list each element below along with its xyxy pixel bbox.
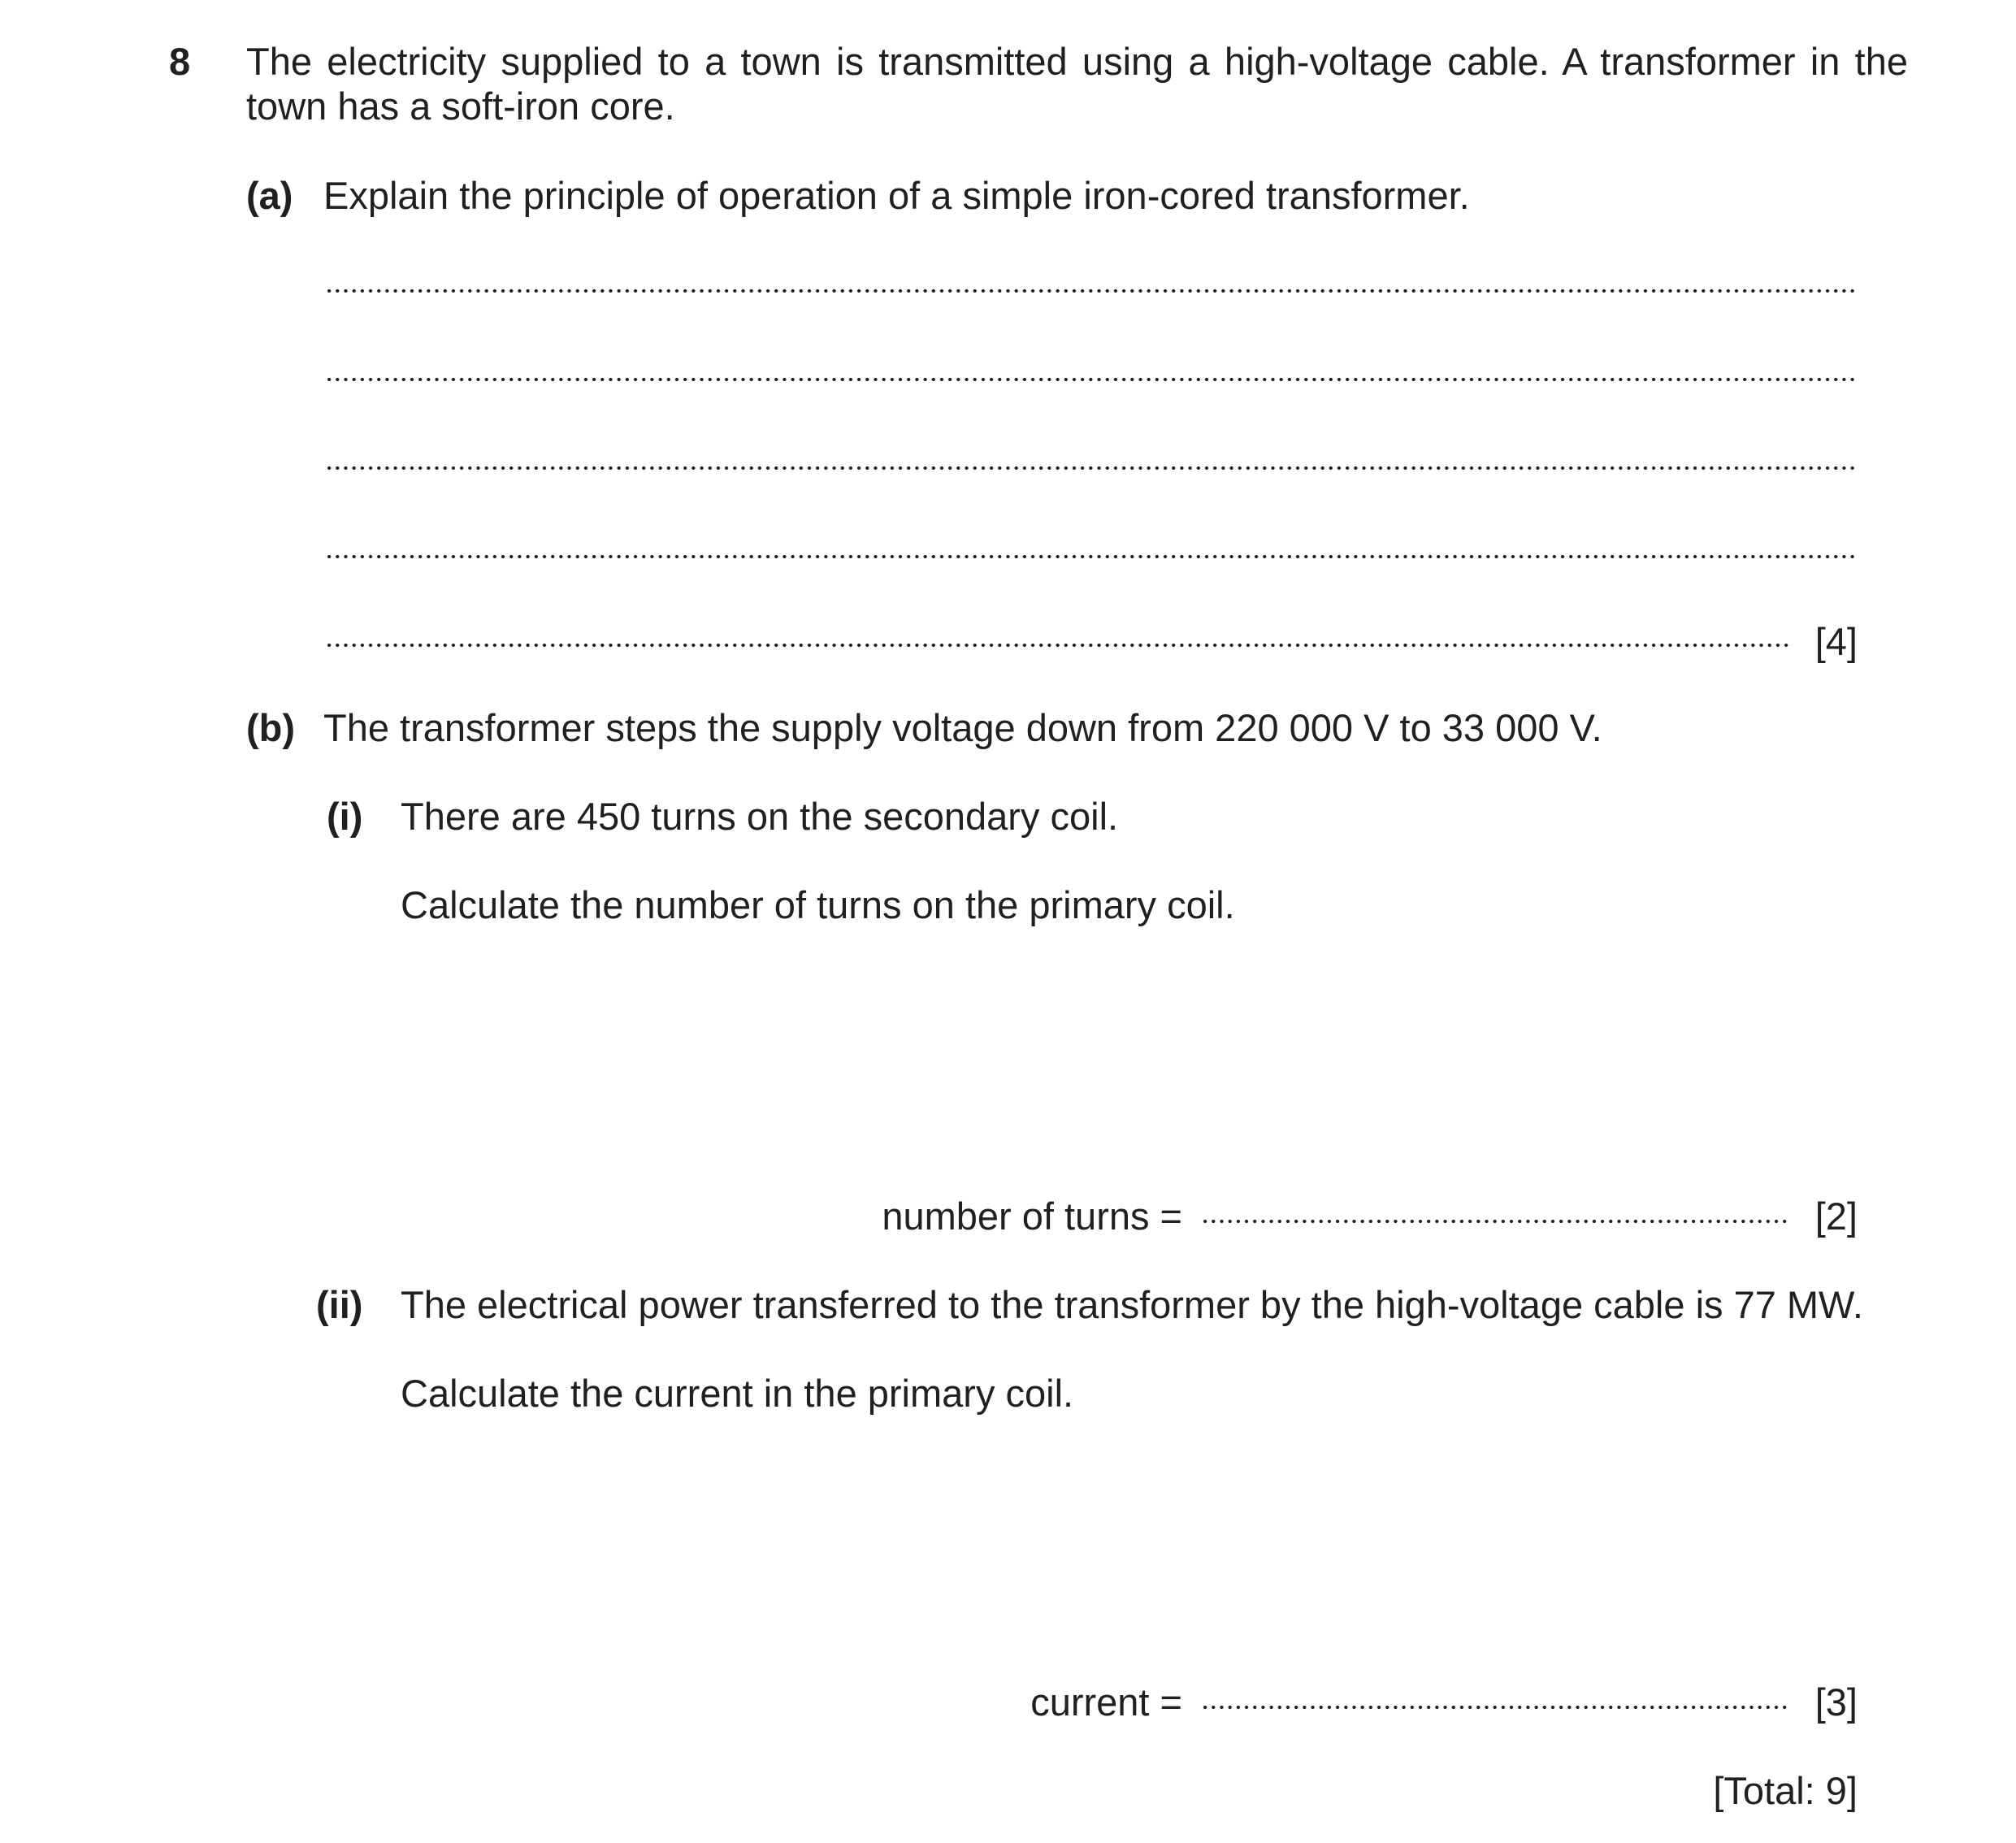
question-intro-line-2: town has a soft-iron core. [246, 85, 675, 128]
part-b-ii-instruction: Calculate the current in the primary coil. [401, 1372, 1074, 1415]
part-b-i-instruction: Calculate the number of turns on the primary coil. [401, 883, 1235, 926]
part-b-ii-answer-line[interactable] [1201, 1705, 1789, 1710]
part-b-i-marks: [2] [1814, 1195, 1858, 1238]
part-a-marks: [4] [1814, 620, 1858, 663]
part-b-i-answer-line[interactable] [1201, 1219, 1789, 1224]
part-a-answer-line-1[interactable] [325, 288, 1855, 293]
part-b-i-text: There are 450 turns on the secondary coil. [401, 795, 1119, 838]
part-b-ii-text: The electrical power transferred to the transformer by the high-voltage cable is 77 MW. [401, 1283, 1863, 1326]
total-marks: [Total: 9] [1713, 1769, 1858, 1812]
part-a-label: (a) [246, 174, 293, 217]
question-intro-line-1: The electricity supplied to a town is transmitted using a high-voltage cable. A transformer in the [246, 40, 1908, 83]
part-a-answer-line-2[interactable] [325, 377, 1855, 382]
question-number: 8 [169, 40, 191, 83]
part-b-label: (b) [246, 706, 296, 749]
part-b-i-answer-label: number of turns = [882, 1195, 1182, 1238]
part-a-answer-line-4[interactable] [325, 554, 1855, 559]
part-b-question-text: The transformer steps the supply voltage down from 220 000 V to 33 000 V. [323, 706, 1602, 749]
part-b-ii-label: (ii) [316, 1283, 363, 1326]
part-b-i-label: (i) [327, 795, 363, 838]
part-a-question-text: Explain the principle of operation of a simple iron-cored transformer. [323, 174, 1470, 217]
part-b-ii-marks: [3] [1814, 1680, 1858, 1724]
part-a-answer-line-3[interactable] [325, 466, 1855, 471]
part-b-ii-answer-label: current = [1030, 1680, 1182, 1724]
part-a-answer-line-5[interactable] [325, 643, 1789, 648]
